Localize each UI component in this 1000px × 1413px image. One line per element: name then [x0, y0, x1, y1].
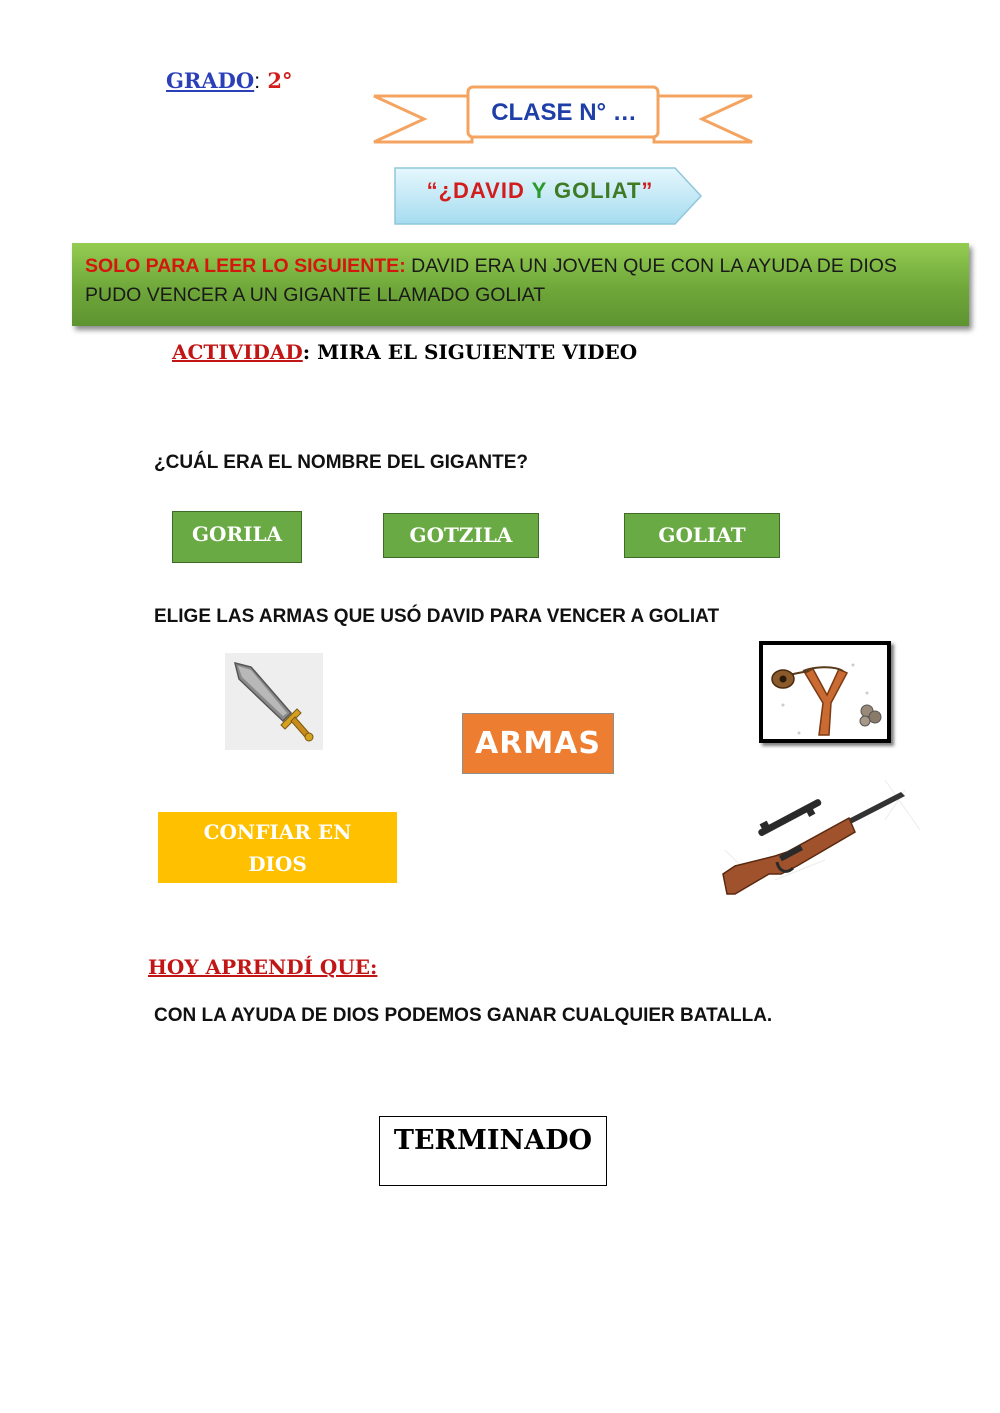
class-number: CLASE N° …	[491, 99, 637, 126]
rifle-icon	[715, 770, 935, 900]
option-gotzila-button[interactable]: GOTZILA	[383, 513, 539, 558]
activity-label: ACTIVIDAD	[172, 340, 303, 364]
reading-body: DAVID ERA UN JOVEN QUE CON LA AYUDA DE DIOS PUDO VENCER A UN GIGANTE LLAMADO GOLIAT	[85, 255, 897, 306]
option-gorila-button[interactable]: GORILA	[172, 511, 302, 563]
question-weapons: ELIGE LAS ARMAS QUE USÓ DAVID PARA VENCER A GOLIAT	[154, 606, 720, 627]
title-y: Y	[531, 178, 554, 203]
title-goliat: GOLIAT	[553, 178, 642, 203]
grade-label-text: GRADO	[166, 68, 255, 93]
question-giant-name: ¿CUÁL ERA EL NOMBRE DEL GIGANTE?	[154, 452, 529, 473]
reading-prefix: SOLO PARA LEER LO SIGUIENTE:	[85, 255, 406, 277]
activity-text: : MIRA EL SIGUIENTE VIDEO	[302, 340, 638, 364]
slingshot-card[interactable]	[759, 641, 891, 743]
grade-label	[166, 68, 292, 94]
finish-button[interactable]: TERMINADO	[379, 1116, 607, 1186]
trust-god-line2: DIOS	[248, 852, 307, 876]
slingshot-icon	[763, 645, 887, 739]
title-close-quote: ”	[641, 178, 654, 203]
title-david: DAVID	[453, 178, 532, 203]
sword-icon	[225, 653, 323, 750]
option-goliat-button[interactable]: GOLIAT	[624, 513, 780, 558]
trust-god-line1: CONFIAR EN	[203, 820, 352, 844]
rifle-card[interactable]	[715, 770, 935, 900]
page-title	[405, 172, 675, 210]
grade-value: 2°	[267, 68, 293, 93]
title-open-quote: “¿	[426, 178, 454, 203]
trust-god-option[interactable]	[158, 812, 397, 883]
sword-card[interactable]	[225, 653, 323, 750]
learned-label: HOY APRENDÍ QUE:	[148, 955, 378, 979]
grade-separator: :	[254, 70, 261, 93]
weapons-target-label: ARMAS	[462, 713, 614, 774]
learned-text: CON LA AYUDA DE DIOS PODEMOS GANAR CUALQUIER BATALLA.	[154, 1005, 773, 1026]
activity-line	[172, 340, 637, 364]
reading-text	[85, 252, 955, 310]
